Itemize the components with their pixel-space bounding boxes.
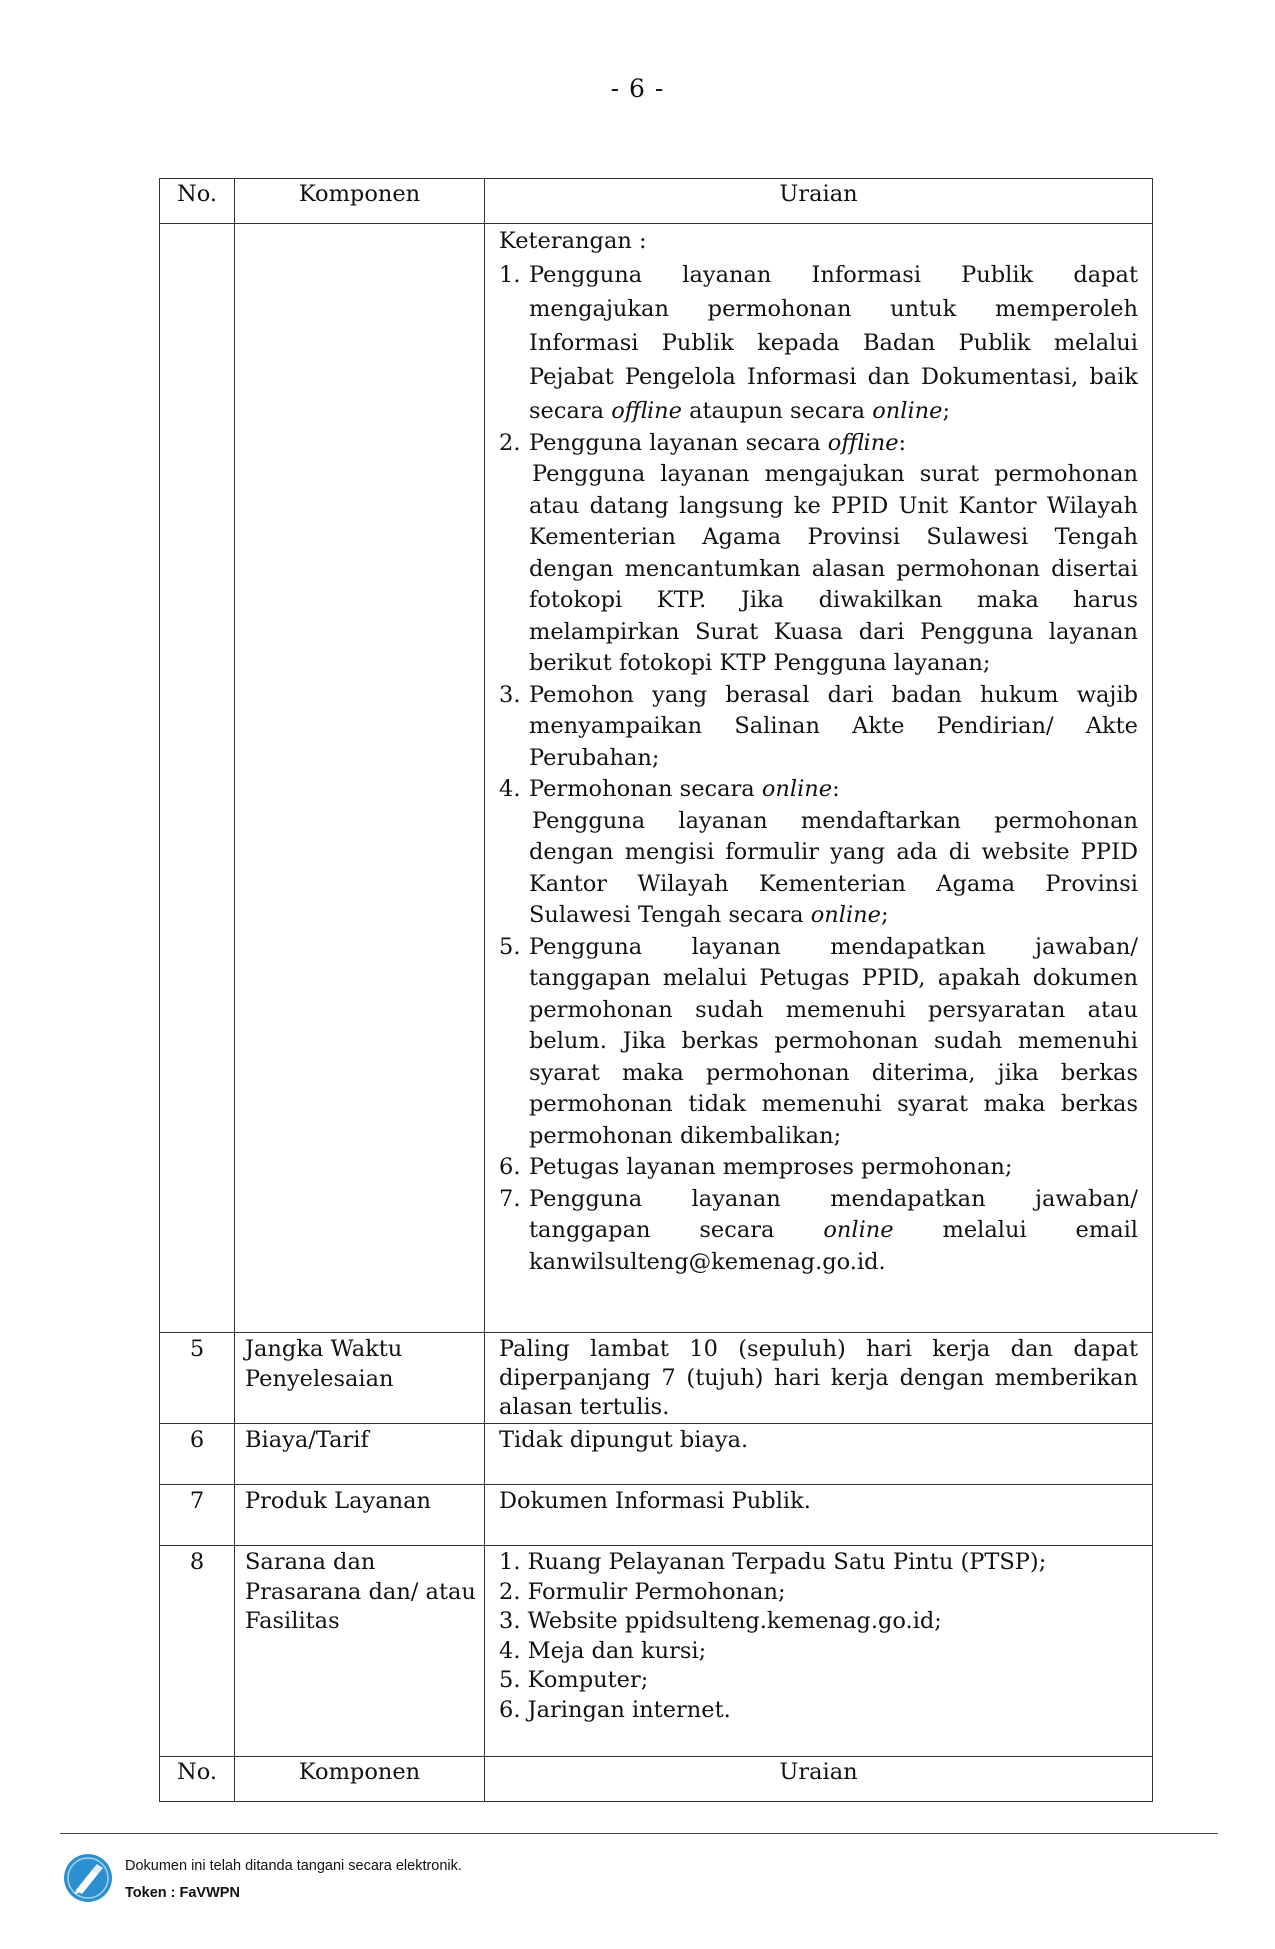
row-no: 7 bbox=[160, 1485, 235, 1546]
list-item: 1. Ruang Pelayanan Terpadu Satu Pintu (PTSP); bbox=[499, 1549, 1047, 1575]
table-row bbox=[160, 1485, 1153, 1546]
table-row bbox=[160, 1546, 1153, 1757]
token-text: Token : FaVWPN bbox=[125, 1885, 240, 1901]
list-item: 4. Permohonan secara online: Pengguna layanan mendaftarkan permohonan dengan mengisi formulir yang ada di website PPID Kantor Wilayah Kementerian Agama Provinsi Sulawesi Tengah secara online; bbox=[499, 774, 1138, 932]
footer-header-no: No. bbox=[160, 1757, 235, 1802]
list-item: 1. Pengguna layanan Informasi Publik dapat mengajukan permohonan untuk memperoleh Informasi Publik kepada Badan Publik melalui Pejabat Pengelola Informasi dan Dokumentasi, baik secara offline ataupun secara online; bbox=[499, 261, 1138, 424]
signed-notice: Dokumen ini telah ditanda tangani secara elektronik. bbox=[125, 1858, 462, 1874]
page-number: - 6 - bbox=[610, 74, 665, 103]
row-uraian-list bbox=[485, 1546, 1153, 1757]
list-item: 2. Pengguna layanan secara offline: Pengguna layanan mengajukan surat permohonan atau datang langsung ke PPID Unit Kantor Wilayah Kementerian Agama Provinsi Sulawesi Tengah dengan mencantumkan alasan permohonan disertai fotokopi KTP. Jika diwakilkan maka harus melampirkan Surat Kuasa dari Pengguna layanan berikut fotokopi KTP Pengguna layanan; bbox=[499, 428, 1138, 680]
list-item: 6. Petugas layanan memproses permohonan; bbox=[499, 1154, 1013, 1180]
row-no: 6 bbox=[160, 1424, 235, 1485]
list-item: 3. Pemohon yang berasal dari badan hukum wajib menyampaikan Salinan Akte Pendirian/ Akte Perubahan; bbox=[499, 681, 1138, 771]
list-item: 6. Jaringan internet. bbox=[499, 1696, 731, 1723]
service-standard-table bbox=[159, 178, 1153, 1802]
list-item: 4. Meja dan kursi; bbox=[499, 1637, 707, 1664]
row-komponen: Jangka Waktu Penyelesaian bbox=[235, 1333, 485, 1424]
table-row bbox=[160, 1424, 1153, 1485]
footer-header-uraian: Uraian bbox=[485, 1757, 1153, 1802]
list-item: 7. Pengguna layanan mendapatkan jawaban/ tanggapan secara online melalui email kanwilsulteng@kemenag.go.id. bbox=[499, 1185, 1139, 1275]
footer-divider bbox=[60, 1833, 1218, 1834]
row-no-empty bbox=[160, 224, 235, 1333]
list-item: 5. Komputer; bbox=[499, 1667, 649, 1693]
row-komponen: Biaya/Tarif bbox=[235, 1424, 485, 1485]
e-signature-pen-logo-icon bbox=[62, 1852, 114, 1904]
table-row-continued bbox=[160, 224, 1153, 1333]
footer-header-komponen: Komponen bbox=[235, 1757, 485, 1802]
table-header-row bbox=[160, 179, 1153, 224]
row-uraian: Dokumen Informasi Publik. bbox=[485, 1485, 1153, 1546]
keterangan-label: Keterangan : bbox=[499, 228, 647, 254]
row-komponen: Sarana dan Prasarana dan/ atau Fasilitas bbox=[235, 1546, 485, 1757]
row-komponen-empty bbox=[235, 224, 485, 1333]
header-no: No. bbox=[160, 179, 235, 224]
table-row bbox=[160, 1333, 1153, 1424]
list-item-paragraph: Pengguna layanan mengajukan surat permohonan atau datang langsung ke PPID Unit Kantor Wilayah Kementerian Agama Provinsi Sulawesi Tengah dengan mencantumkan alasan permohonan disertai fotokopi KTP. Jika diwakilkan maka harus melampirkan Surat Kuasa dari Pengguna layanan berikut fotokopi KTP Pengguna layanan; bbox=[529, 461, 1138, 676]
list-item: 3. Website ppidsulteng.kemenag.go.id; bbox=[499, 1608, 942, 1634]
row-uraian-keterangan bbox=[485, 224, 1153, 1333]
table-footer-header-row bbox=[160, 1757, 1153, 1802]
row-no: 5 bbox=[160, 1333, 235, 1424]
header-komponen: Komponen bbox=[235, 179, 485, 224]
row-no: 8 bbox=[160, 1546, 235, 1757]
list-item: 5. Pengguna layanan mendapatkan jawaban/ tanggapan melalui Petugas PPID, apakah dokumen permohonan sudah memenuhi persyaratan atau belum. Jika berkas permohonan sudah memenuhi syarat maka permohonan diterima, jika berkas permohonan tidak memenuhi syarat maka berkas permohonan dikembalikan; bbox=[499, 933, 1138, 1149]
row-uraian: Tidak dipungut biaya. bbox=[485, 1424, 1153, 1485]
header-uraian: Uraian bbox=[485, 179, 1153, 224]
list-item: 2. Formulir Permohonan; bbox=[499, 1578, 786, 1605]
row-komponen: Produk Layanan bbox=[235, 1485, 485, 1546]
list-item-paragraph: Pengguna layanan mendaftarkan permohonan dengan mengisi formulir yang ada di website PPID Kantor Wilayah Kementerian Agama Provinsi Sulawesi Tengah secara online; bbox=[529, 807, 1138, 928]
row-uraian: Paling lambat 10 (sepuluh) hari kerja dan dapat diperpanjang 7 (tujuh) hari kerja dengan memberikan alasan tertulis. bbox=[485, 1333, 1153, 1424]
